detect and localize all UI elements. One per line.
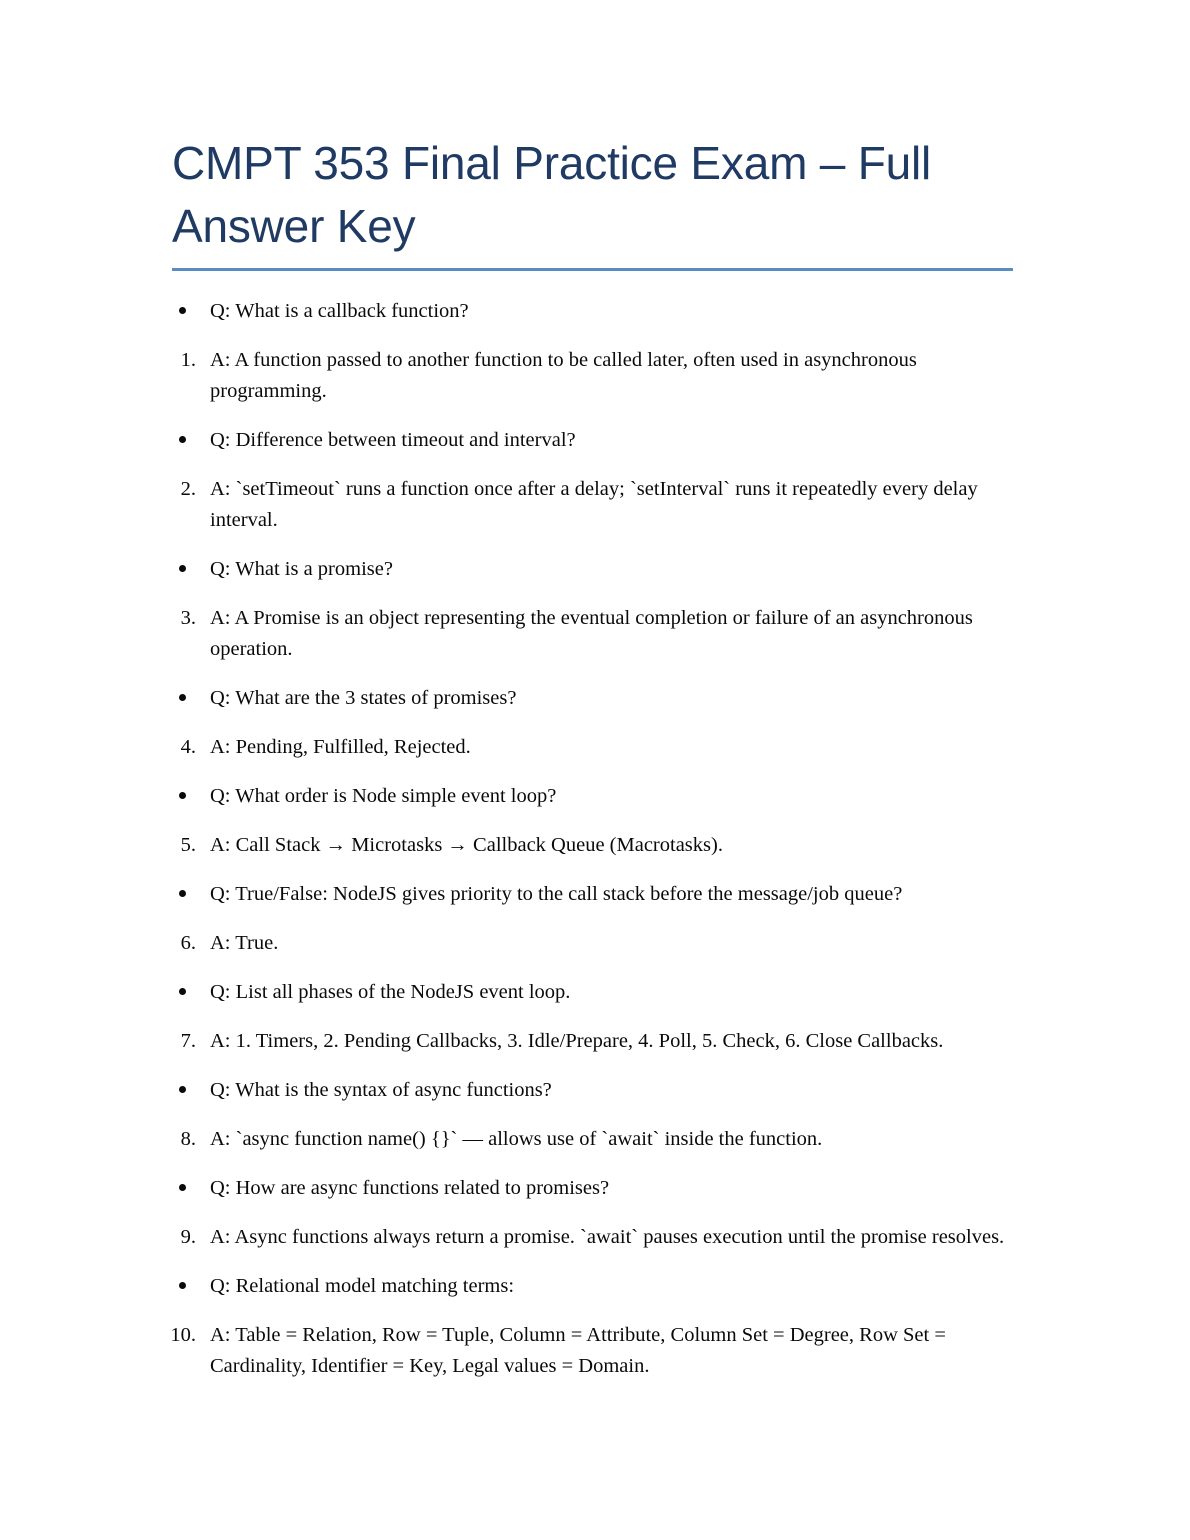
bullet-dot-icon <box>179 1184 186 1191</box>
question-list-item <box>0 1271 1190 1302</box>
bullet-dot-icon <box>179 988 186 995</box>
list-item-text: Q: What are the 3 states of promises? <box>210 687 517 709</box>
list-number: 5. <box>180 834 196 856</box>
list-item-text: Q: How are async functions related to promises? <box>210 1177 610 1199</box>
bullet-dot-icon <box>179 694 186 701</box>
bullet-dot-icon <box>179 1282 186 1289</box>
answer-list-item <box>0 1124 1190 1155</box>
list-item-text: A: Pending, Fulfilled, Rejected. <box>210 736 471 758</box>
title-block <box>172 132 1017 271</box>
list-item-text: A: A Promise is an object representing the eventual completion or failure of an asynchronous operation. <box>210 607 973 660</box>
answer-list-item <box>0 928 1190 959</box>
question-list-item <box>0 425 1190 456</box>
list-number: 4. <box>180 736 196 758</box>
qa-list <box>0 296 1190 1382</box>
title-divider <box>172 268 1013 271</box>
answer-list-item <box>0 603 1190 665</box>
question-list-item <box>0 1173 1190 1204</box>
bullet-icon <box>0 781 186 812</box>
bullet-dot-icon <box>179 436 186 443</box>
bullet-icon <box>0 425 186 456</box>
question-list-item <box>0 879 1190 910</box>
list-item-text: Q: True/False: NodeJS gives priority to the call stack before the message/job queue? <box>210 883 903 905</box>
list-number: 9. <box>180 1226 196 1248</box>
question-list-item <box>0 683 1190 714</box>
list-item-text: Q: What is a promise? <box>210 558 393 580</box>
bullet-dot-icon <box>179 1086 186 1093</box>
bullet-dot-icon <box>179 307 186 314</box>
list-item-text: Q: Relational model matching terms: <box>210 1275 515 1297</box>
list-item-text: A: A function passed to another function to be called later, often used in asynchronous programming. <box>210 349 917 402</box>
answer-list-item <box>0 1222 1190 1253</box>
page-title: CMPT 353 Final Practice Exam – Full Answer Key <box>172 137 932 252</box>
list-number: 1. <box>180 349 196 371</box>
list-item-text: A: True. <box>210 932 279 954</box>
list-item-text: Q: Difference between timeout and interval? <box>210 429 576 451</box>
answer-list-item <box>0 732 1190 763</box>
list-number: 3. <box>180 607 196 629</box>
list-item-text: A: Table = Relation, Row = Tuple, Column = Attribute, Column Set = Degree, Row Set = Cardinality, Identifier = Key, Legal values = Domain. <box>210 1324 946 1377</box>
list-item-text: Q: What order is Node simple event loop? <box>210 785 557 807</box>
bullet-dot-icon <box>179 890 186 897</box>
list-number: 10. <box>170 1324 196 1346</box>
bullet-icon <box>0 1075 186 1106</box>
question-list-item <box>0 781 1190 812</box>
list-number: 7. <box>180 1030 196 1052</box>
answer-list-item <box>0 345 1190 407</box>
bullet-dot-icon <box>179 792 186 799</box>
list-number: 2. <box>180 478 196 500</box>
bullet-dot-icon <box>179 565 186 572</box>
answer-list-item <box>0 1320 1190 1382</box>
question-list-item <box>0 554 1190 585</box>
answer-list-item <box>0 830 1190 861</box>
bullet-icon <box>0 296 186 327</box>
bullet-icon <box>0 1271 186 1302</box>
list-number: 6. <box>180 932 196 954</box>
list-item-text: Q: What is the syntax of async functions? <box>210 1079 552 1101</box>
bullet-icon <box>0 977 186 1008</box>
list-item-text: A: `setTimeout` runs a function once after a delay; `setInterval` runs it repeatedly every delay interval. <box>210 478 978 531</box>
list-item-text: A: Call Stack → Microtasks → Callback Queue (Macrotasks). <box>210 834 723 856</box>
list-item-text: Q: List all phases of the NodeJS event loop. <box>210 981 571 1003</box>
bullet-icon <box>0 554 186 585</box>
answer-list-item <box>0 474 1190 536</box>
bullet-icon <box>0 879 186 910</box>
list-item-text: A: Async functions always return a promise. `await` pauses execution until the promise resolves. <box>210 1226 1005 1248</box>
question-list-item <box>0 1075 1190 1106</box>
bullet-icon <box>0 683 186 714</box>
list-number: 8. <box>180 1128 196 1150</box>
list-item-text: Q: What is a callback function? <box>210 300 469 322</box>
answer-list-item <box>0 1026 1190 1057</box>
list-item-text: A: 1. Timers, 2. Pending Callbacks, 3. Idle/Prepare, 4. Poll, 5. Check, 6. Close Callbacks. <box>210 1030 944 1052</box>
list-item-text: A: `async function name() {}` — allows use of `await` inside the function. <box>210 1128 823 1150</box>
question-list-item <box>0 977 1190 1008</box>
bullet-icon <box>0 1173 186 1204</box>
question-list-item <box>0 296 1190 327</box>
